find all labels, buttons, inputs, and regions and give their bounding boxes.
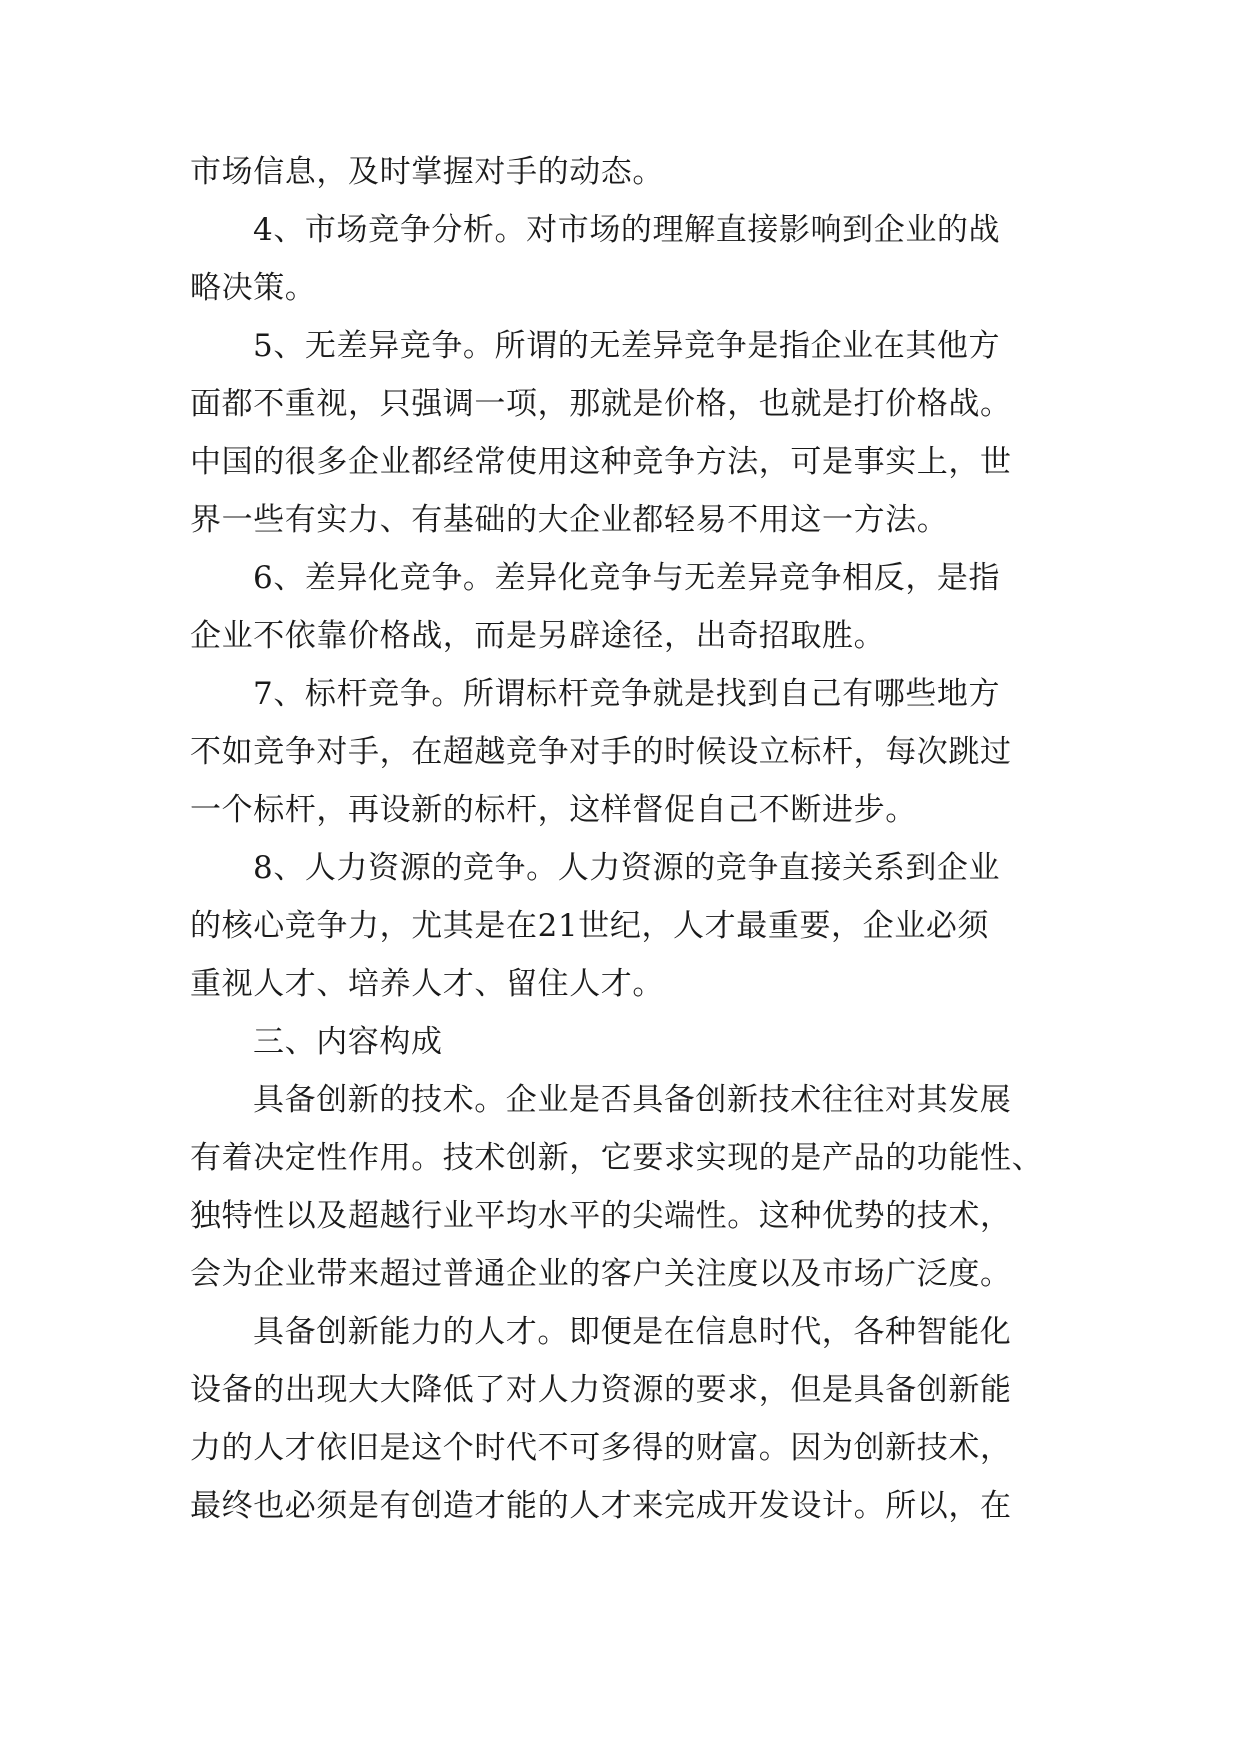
- text-line: 独特性以及超越行业平均水平的尖端性。这种优势的技术，: [190, 1198, 1012, 1234]
- text-line: 面都不重视，只强调一项，那就是价格，也就是打价格战。: [190, 386, 1012, 422]
- text-line: 有着决定性作用。技术创新，它要求实现的是产品的功能性、: [190, 1140, 1044, 1176]
- text-line: 5、无差异竞争。所谓的无差异竞争是指企业在其他方: [253, 328, 1001, 364]
- text-line: 6、差异化竞争。差异化竞争与无差异竞争相反，是指: [253, 560, 1001, 596]
- text-line: 会为企业带来超过普通企业的客户关注度以及市场广泛度。: [190, 1256, 1012, 1292]
- text-line: 设备的出现大大降低了对人力资源的要求，但是具备创新能: [190, 1372, 1012, 1408]
- text-line: 重视人才、培养人才、留住人才。: [190, 966, 664, 1002]
- text-line: 界一些有实力、有基础的大企业都轻易不用这一方法。: [190, 502, 949, 538]
- text-line: 不如竞争对手，在超越竞争对手的时候设立标杆，每次跳过: [190, 734, 1012, 770]
- text-line: 的核心竞争力，尤其是在21世纪，人才最重要，企业必须: [190, 908, 990, 944]
- text-line: 中国的很多企业都经常使用这种竞争方法，可是事实上，世: [190, 444, 1012, 480]
- section-heading: 三、内容构成: [253, 1024, 443, 1060]
- text-line: 略决策。: [190, 270, 317, 306]
- text-line: 4、市场竞争分析。对市场的理解直接影响到企业的战: [253, 212, 1001, 248]
- text-line: 市场信息，及时掌握对手的动态。: [190, 154, 664, 190]
- text-line: 最终也必须是有创造才能的人才来完成开发设计。所以，在: [190, 1488, 1012, 1524]
- text-line: 一个标杆，再设新的标杆，这样督促自己不断进步。: [190, 792, 917, 828]
- text-line: 力的人才依旧是这个时代不可多得的财富。因为创新技术，: [190, 1430, 1012, 1466]
- text-line: 8、人力资源的竞争。人力资源的竞争直接关系到企业: [253, 850, 1001, 886]
- text-line: 企业不依靠价格战，而是另辟途径，出奇招取胜。: [190, 618, 886, 654]
- text-line: 具备创新能力的人才。即便是在信息时代，各种智能化: [253, 1314, 1012, 1350]
- text-line: 7、标杆竞争。所谓标杆竞争就是找到自己有哪些地方: [253, 676, 1001, 712]
- text-line: 具备创新的技术。企业是否具备创新技术往往对其发展: [253, 1082, 1012, 1118]
